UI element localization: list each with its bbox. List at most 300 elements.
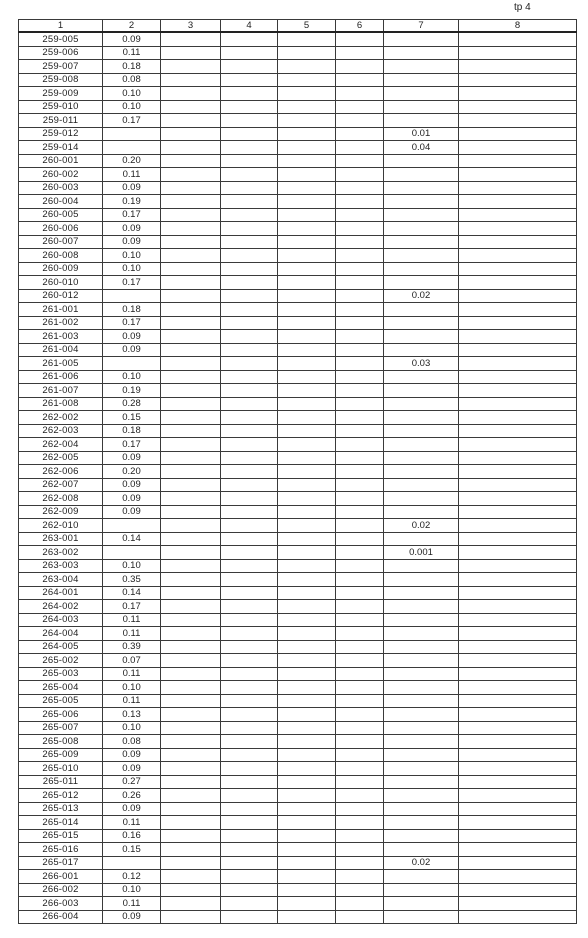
empty-cell bbox=[161, 505, 221, 519]
col7-value bbox=[384, 249, 459, 263]
empty-cell bbox=[336, 60, 384, 74]
empty-cell bbox=[278, 114, 336, 128]
row-code: 260-005 bbox=[19, 208, 103, 222]
table-row bbox=[19, 708, 577, 722]
empty-cell bbox=[459, 181, 577, 195]
row-code: 259-007 bbox=[19, 60, 103, 74]
col7-value bbox=[384, 181, 459, 195]
col2-value: 0.10 bbox=[103, 681, 161, 695]
empty-cell bbox=[221, 60, 278, 74]
empty-cell bbox=[221, 681, 278, 695]
empty-cell bbox=[221, 343, 278, 357]
row-code: 262-004 bbox=[19, 438, 103, 452]
empty-cell bbox=[161, 856, 221, 870]
empty-cell bbox=[161, 438, 221, 452]
col7-value bbox=[384, 667, 459, 681]
row-code: 261-006 bbox=[19, 370, 103, 384]
empty-cell bbox=[278, 330, 336, 344]
empty-cell bbox=[459, 87, 577, 101]
empty-cell bbox=[336, 249, 384, 263]
empty-cell bbox=[278, 640, 336, 654]
empty-cell bbox=[336, 154, 384, 168]
col2-value: 0.35 bbox=[103, 573, 161, 587]
empty-cell bbox=[161, 370, 221, 384]
row-code: 259-005 bbox=[19, 32, 103, 46]
empty-cell bbox=[161, 73, 221, 87]
empty-cell bbox=[336, 276, 384, 290]
empty-cell bbox=[221, 897, 278, 911]
table-row bbox=[19, 694, 577, 708]
empty-cell bbox=[161, 195, 221, 209]
empty-cell bbox=[221, 32, 278, 46]
row-code: 262-008 bbox=[19, 492, 103, 506]
table-row bbox=[19, 816, 577, 830]
row-code: 262-006 bbox=[19, 465, 103, 479]
empty-cell bbox=[336, 330, 384, 344]
col2-value bbox=[103, 856, 161, 870]
empty-cell bbox=[161, 775, 221, 789]
col7-value bbox=[384, 897, 459, 911]
col7-value bbox=[384, 654, 459, 668]
empty-cell bbox=[161, 316, 221, 330]
col2-value: 0.18 bbox=[103, 424, 161, 438]
empty-cell bbox=[221, 613, 278, 627]
empty-cell bbox=[161, 613, 221, 627]
empty-cell bbox=[459, 721, 577, 735]
empty-cell bbox=[278, 816, 336, 830]
col2-value: 0.11 bbox=[103, 897, 161, 911]
col2-value: 0.14 bbox=[103, 532, 161, 546]
empty-cell bbox=[278, 627, 336, 641]
table-row bbox=[19, 357, 577, 371]
empty-cell bbox=[221, 384, 278, 398]
col7-value bbox=[384, 492, 459, 506]
empty-cell bbox=[221, 141, 278, 155]
col2-value: 0.13 bbox=[103, 708, 161, 722]
empty-cell bbox=[221, 195, 278, 209]
empty-cell bbox=[221, 181, 278, 195]
table-row bbox=[19, 721, 577, 735]
col7-value bbox=[384, 32, 459, 46]
empty-cell bbox=[221, 586, 278, 600]
col2-value: 0.15 bbox=[103, 843, 161, 857]
col7-value: 0.001 bbox=[384, 546, 459, 560]
col2-value bbox=[103, 289, 161, 303]
empty-cell bbox=[161, 627, 221, 641]
empty-cell bbox=[278, 303, 336, 317]
empty-cell bbox=[221, 357, 278, 371]
col2-value: 0.26 bbox=[103, 789, 161, 803]
col2-value: 0.09 bbox=[103, 492, 161, 506]
empty-cell bbox=[278, 667, 336, 681]
col7-value bbox=[384, 60, 459, 74]
table-row bbox=[19, 289, 577, 303]
col2-value: 0.11 bbox=[103, 46, 161, 60]
empty-cell bbox=[278, 235, 336, 249]
empty-cell bbox=[459, 465, 577, 479]
empty-cell bbox=[161, 451, 221, 465]
col7-value bbox=[384, 262, 459, 276]
column-header: 1 bbox=[19, 20, 103, 33]
row-code: 266-001 bbox=[19, 870, 103, 884]
empty-cell bbox=[336, 694, 384, 708]
column-header: 8 bbox=[459, 20, 577, 33]
table-row bbox=[19, 100, 577, 114]
col7-value bbox=[384, 829, 459, 843]
empty-cell bbox=[221, 478, 278, 492]
empty-cell bbox=[459, 829, 577, 843]
empty-cell bbox=[278, 546, 336, 560]
table-row bbox=[19, 276, 577, 290]
col2-value: 0.09 bbox=[103, 330, 161, 344]
col7-value bbox=[384, 910, 459, 924]
empty-cell bbox=[278, 505, 336, 519]
empty-cell bbox=[161, 910, 221, 924]
empty-cell bbox=[459, 492, 577, 506]
empty-cell bbox=[161, 60, 221, 74]
empty-cell bbox=[278, 748, 336, 762]
empty-cell bbox=[336, 829, 384, 843]
empty-cell bbox=[336, 168, 384, 182]
empty-cell bbox=[161, 532, 221, 546]
empty-cell bbox=[336, 897, 384, 911]
col2-value: 0.10 bbox=[103, 559, 161, 573]
col2-value: 0.09 bbox=[103, 181, 161, 195]
empty-cell bbox=[336, 208, 384, 222]
col7-value bbox=[384, 316, 459, 330]
empty-cell bbox=[336, 586, 384, 600]
table-row bbox=[19, 343, 577, 357]
empty-cell bbox=[161, 519, 221, 533]
col2-value: 0.20 bbox=[103, 465, 161, 479]
empty-cell bbox=[336, 681, 384, 695]
empty-cell bbox=[221, 654, 278, 668]
row-code: 265-010 bbox=[19, 762, 103, 776]
empty-cell bbox=[278, 519, 336, 533]
empty-cell bbox=[161, 46, 221, 60]
empty-cell bbox=[161, 559, 221, 573]
empty-cell bbox=[336, 627, 384, 641]
empty-cell bbox=[161, 141, 221, 155]
table-row bbox=[19, 397, 577, 411]
empty-cell bbox=[459, 613, 577, 627]
column-header: 2 bbox=[103, 20, 161, 33]
row-code: 265-004 bbox=[19, 681, 103, 695]
empty-cell bbox=[459, 640, 577, 654]
row-code: 259-014 bbox=[19, 141, 103, 155]
table-row bbox=[19, 262, 577, 276]
col2-value: 0.09 bbox=[103, 802, 161, 816]
empty-cell bbox=[336, 573, 384, 587]
row-code: 261-005 bbox=[19, 357, 103, 371]
empty-cell bbox=[336, 235, 384, 249]
empty-cell bbox=[278, 100, 336, 114]
empty-cell bbox=[459, 694, 577, 708]
empty-cell bbox=[221, 73, 278, 87]
empty-cell bbox=[336, 600, 384, 614]
empty-cell bbox=[161, 816, 221, 830]
empty-cell bbox=[161, 843, 221, 857]
empty-cell bbox=[161, 681, 221, 695]
empty-cell bbox=[221, 789, 278, 803]
empty-cell bbox=[336, 357, 384, 371]
empty-cell bbox=[459, 60, 577, 74]
col2-value: 0.19 bbox=[103, 195, 161, 209]
table-row bbox=[19, 370, 577, 384]
table-row bbox=[19, 330, 577, 344]
empty-cell bbox=[221, 87, 278, 101]
empty-cell bbox=[278, 73, 336, 87]
empty-cell bbox=[336, 870, 384, 884]
empty-cell bbox=[221, 316, 278, 330]
empty-cell bbox=[278, 168, 336, 182]
table-row bbox=[19, 802, 577, 816]
table-row bbox=[19, 438, 577, 452]
row-code: 266-002 bbox=[19, 883, 103, 897]
col7-value bbox=[384, 465, 459, 479]
empty-cell bbox=[278, 910, 336, 924]
row-code: 265-008 bbox=[19, 735, 103, 749]
col2-value: 0.17 bbox=[103, 600, 161, 614]
empty-cell bbox=[278, 357, 336, 371]
col2-value: 0.15 bbox=[103, 411, 161, 425]
col7-value bbox=[384, 208, 459, 222]
empty-cell bbox=[221, 883, 278, 897]
empty-cell bbox=[278, 249, 336, 263]
empty-cell bbox=[336, 883, 384, 897]
col7-value bbox=[384, 343, 459, 357]
row-code: 265-003 bbox=[19, 667, 103, 681]
empty-cell bbox=[459, 438, 577, 452]
column-header: 6 bbox=[336, 20, 384, 33]
empty-cell bbox=[161, 168, 221, 182]
empty-cell bbox=[221, 694, 278, 708]
empty-cell bbox=[161, 478, 221, 492]
col2-value: 0.17 bbox=[103, 208, 161, 222]
table-row bbox=[19, 478, 577, 492]
table-row bbox=[19, 640, 577, 654]
col2-value: 0.11 bbox=[103, 694, 161, 708]
empty-cell bbox=[336, 478, 384, 492]
empty-cell bbox=[278, 411, 336, 425]
row-code: 265-011 bbox=[19, 775, 103, 789]
empty-cell bbox=[336, 559, 384, 573]
empty-cell bbox=[278, 735, 336, 749]
table-row bbox=[19, 127, 577, 141]
col7-value bbox=[384, 573, 459, 587]
empty-cell bbox=[336, 181, 384, 195]
empty-cell bbox=[161, 357, 221, 371]
empty-cell bbox=[161, 303, 221, 317]
empty-cell bbox=[221, 208, 278, 222]
empty-cell bbox=[278, 573, 336, 587]
row-code: 260-004 bbox=[19, 195, 103, 209]
empty-cell bbox=[336, 222, 384, 236]
empty-cell bbox=[278, 195, 336, 209]
empty-cell bbox=[161, 870, 221, 884]
col7-value bbox=[384, 532, 459, 546]
empty-cell bbox=[278, 343, 336, 357]
empty-cell bbox=[278, 478, 336, 492]
empty-cell bbox=[336, 910, 384, 924]
table-row bbox=[19, 87, 577, 101]
empty-cell bbox=[336, 114, 384, 128]
empty-cell bbox=[459, 559, 577, 573]
table-row bbox=[19, 114, 577, 128]
col7-value bbox=[384, 627, 459, 641]
empty-cell bbox=[161, 708, 221, 722]
empty-cell bbox=[336, 303, 384, 317]
col2-value: 0.09 bbox=[103, 762, 161, 776]
empty-cell bbox=[459, 748, 577, 762]
col7-value bbox=[384, 789, 459, 803]
empty-cell bbox=[336, 465, 384, 479]
empty-cell bbox=[336, 438, 384, 452]
data-table bbox=[18, 19, 577, 924]
empty-cell bbox=[161, 492, 221, 506]
row-code: 260-001 bbox=[19, 154, 103, 168]
empty-cell bbox=[161, 289, 221, 303]
row-code: 265-012 bbox=[19, 789, 103, 803]
col7-value bbox=[384, 870, 459, 884]
empty-cell bbox=[459, 46, 577, 60]
empty-cell bbox=[161, 573, 221, 587]
row-code: 261-004 bbox=[19, 343, 103, 357]
table-row bbox=[19, 32, 577, 46]
table-row bbox=[19, 519, 577, 533]
col2-value: 0.09 bbox=[103, 910, 161, 924]
col7-value bbox=[384, 451, 459, 465]
empty-cell bbox=[221, 640, 278, 654]
row-code: 260-010 bbox=[19, 276, 103, 290]
empty-cell bbox=[278, 222, 336, 236]
empty-cell bbox=[336, 316, 384, 330]
col2-value: 0.11 bbox=[103, 816, 161, 830]
col2-value: 0.10 bbox=[103, 262, 161, 276]
row-code: 263-001 bbox=[19, 532, 103, 546]
table-row bbox=[19, 73, 577, 87]
empty-cell bbox=[278, 451, 336, 465]
col2-value: 0.17 bbox=[103, 438, 161, 452]
col7-value bbox=[384, 802, 459, 816]
empty-cell bbox=[336, 613, 384, 627]
table-row bbox=[19, 829, 577, 843]
empty-cell bbox=[336, 73, 384, 87]
empty-cell bbox=[278, 438, 336, 452]
empty-cell bbox=[278, 775, 336, 789]
row-code: 264-005 bbox=[19, 640, 103, 654]
col7-value: 0.04 bbox=[384, 141, 459, 155]
empty-cell bbox=[221, 829, 278, 843]
empty-cell bbox=[221, 748, 278, 762]
row-code: 266-004 bbox=[19, 910, 103, 924]
col2-value: 0.17 bbox=[103, 114, 161, 128]
empty-cell bbox=[459, 303, 577, 317]
empty-cell bbox=[278, 60, 336, 74]
empty-cell bbox=[161, 600, 221, 614]
empty-cell bbox=[221, 451, 278, 465]
empty-cell bbox=[278, 154, 336, 168]
empty-cell bbox=[459, 208, 577, 222]
row-code: 261-003 bbox=[19, 330, 103, 344]
row-code: 260-002 bbox=[19, 168, 103, 182]
empty-cell bbox=[161, 384, 221, 398]
empty-cell bbox=[459, 114, 577, 128]
empty-cell bbox=[221, 492, 278, 506]
empty-cell bbox=[278, 316, 336, 330]
empty-cell bbox=[161, 181, 221, 195]
table-row bbox=[19, 789, 577, 803]
empty-cell bbox=[336, 708, 384, 722]
empty-cell bbox=[336, 748, 384, 762]
empty-cell bbox=[459, 735, 577, 749]
row-code: 263-004 bbox=[19, 573, 103, 587]
empty-cell bbox=[278, 465, 336, 479]
empty-cell bbox=[336, 46, 384, 60]
empty-cell bbox=[459, 127, 577, 141]
empty-cell bbox=[278, 262, 336, 276]
col7-value bbox=[384, 708, 459, 722]
row-code: 262-003 bbox=[19, 424, 103, 438]
header-row bbox=[19, 20, 577, 33]
col2-value: 0.14 bbox=[103, 586, 161, 600]
col7-value bbox=[384, 411, 459, 425]
empty-cell bbox=[221, 438, 278, 452]
empty-cell bbox=[336, 397, 384, 411]
table-row bbox=[19, 627, 577, 641]
col7-value bbox=[384, 721, 459, 735]
empty-cell bbox=[161, 762, 221, 776]
empty-cell bbox=[221, 127, 278, 141]
empty-cell bbox=[336, 141, 384, 155]
empty-cell bbox=[161, 748, 221, 762]
col7-value bbox=[384, 100, 459, 114]
col7-value bbox=[384, 73, 459, 87]
empty-cell bbox=[336, 546, 384, 560]
empty-cell bbox=[161, 100, 221, 114]
empty-cell bbox=[221, 370, 278, 384]
empty-cell bbox=[161, 222, 221, 236]
empty-cell bbox=[336, 721, 384, 735]
empty-cell bbox=[278, 384, 336, 398]
empty-cell bbox=[459, 505, 577, 519]
col7-value bbox=[384, 748, 459, 762]
empty-cell bbox=[336, 640, 384, 654]
empty-cell bbox=[336, 195, 384, 209]
empty-cell bbox=[336, 654, 384, 668]
empty-cell bbox=[459, 789, 577, 803]
col2-value: 0.18 bbox=[103, 60, 161, 74]
col7-value bbox=[384, 600, 459, 614]
empty-cell bbox=[336, 492, 384, 506]
empty-cell bbox=[161, 465, 221, 479]
empty-cell bbox=[459, 573, 577, 587]
empty-cell bbox=[459, 897, 577, 911]
empty-cell bbox=[221, 573, 278, 587]
col7-value bbox=[384, 87, 459, 101]
empty-cell bbox=[221, 856, 278, 870]
table-row bbox=[19, 60, 577, 74]
empty-cell bbox=[161, 789, 221, 803]
empty-cell bbox=[459, 532, 577, 546]
empty-cell bbox=[459, 802, 577, 816]
col7-value bbox=[384, 46, 459, 60]
col7-value: 0.02 bbox=[384, 289, 459, 303]
empty-cell bbox=[221, 775, 278, 789]
empty-cell bbox=[459, 276, 577, 290]
row-code: 259-010 bbox=[19, 100, 103, 114]
empty-cell bbox=[221, 559, 278, 573]
